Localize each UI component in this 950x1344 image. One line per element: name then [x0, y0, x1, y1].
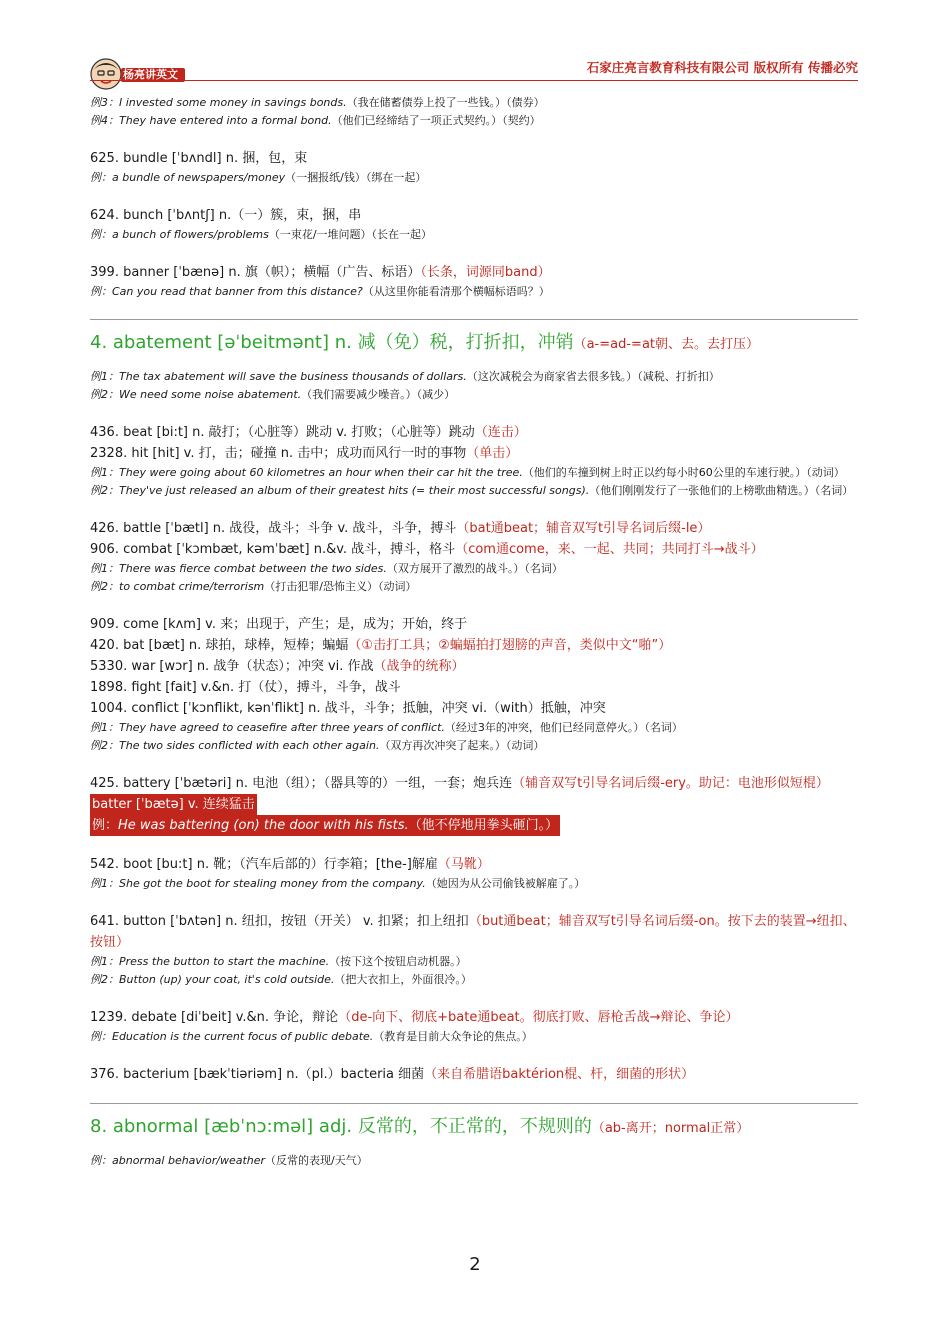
- word-entry: 542. boot [bu:t] n. 靴；（汽车后部的）行李箱；[the-]解雇（马靴）: [90, 857, 490, 872]
- etymology-note: （辅音双写t引导名词后缀-ery。助记：电池形似短棍）: [512, 776, 829, 791]
- highlighted-example: 例：He was battering (on) the door with his fists.（他不停地用拳头砸门。）: [90, 815, 858, 836]
- etymology-note: （com通come，来、一起、共同；共同打斗→战斗）: [455, 542, 764, 557]
- etymology-note: （de-向下、彻底+bate通beat。彻底打败、唇枪舌战→辩论、争论）: [338, 1010, 739, 1025]
- word-entry: 641. button [ˈbʌtən] n. 纽扣，按钮（开关） v. 扣紧；扣上纽扣（but通beat；辅音双写t引导名词后缀-on。按下去的装置→纽扣、按钮）: [90, 914, 856, 950]
- word-entry: 2328. hit [hit] v. 打，击；碰撞 n. 击中；成功而风行一时的事物（单击）: [90, 446, 519, 461]
- example-line: 例：Can you read that banner from this distance?（从这里你能看清那个横幅标语吗？）: [90, 285, 550, 298]
- example-line: 例2：to combat crime/terrorism（打击犯罪/恐怖主义）（动词）: [90, 580, 417, 593]
- word-entry: 5330. war [wɔr] n. 战争（状态）；冲突 vi. 作战（战争的统称）: [90, 659, 465, 674]
- word-entry: 1898. fight [fait] v.&n. 打（仗），搏斗，斗争，战斗: [90, 680, 401, 695]
- word-entry: 624. bunch [ˈbʌntʃ] n.（一）簇，束，捆，串: [90, 208, 362, 223]
- word-entry: 625. bundle [ˈbʌndl] n. 捆，包，束: [90, 151, 308, 166]
- etymology-note: （长条，词源同band）: [420, 265, 551, 280]
- page-number: 2: [469, 1254, 481, 1275]
- section-divider: [90, 1103, 858, 1104]
- word-entry: 376. bacterium [bækˈtiəriəm] n.（pl.）bacteria 细菌（来自希腊语baktérion棍、杆，细菌的形状）: [90, 1067, 695, 1082]
- main-entry-title: 8. abnormal [æbˈnɔ:məl] adj. 反常的，不正常的，不规则的（ab-离开；normal正常）: [90, 1116, 750, 1137]
- word-entry: 425. battery [ˈbætəri] n. 电池（组）；（器具等的）一组，一套；炮兵连（辅音双写t引导名词后缀-ery。助记：电池形似短棍）: [90, 776, 829, 791]
- etymology-note: （战争的统称）: [373, 659, 465, 674]
- word-entry: 426. battle [ˈbætl] n. 战役，战斗；斗争 v. 战斗，斗争，搏斗（bat通beat；辅音双写t引导名词后缀-le）: [90, 521, 711, 536]
- etymology-note: （连击）: [474, 425, 527, 440]
- logo-text: 杨亮讲英文: [123, 68, 178, 81]
- etymology-note: （单击）: [466, 446, 519, 461]
- highlighted-entry: batter [ˈbætə] v. 连续猛击: [90, 794, 858, 815]
- word-entry: 420. bat [bæt] n. 球拍，球棒，短棒；蝙蝠（①击打工具；②蝙蝠拍打翅膀的声音，类似中文“啪”）: [90, 638, 672, 653]
- word-entry: 436. beat [bi:t] n. 敲打；（心脏等）跳动 v. 打败；（心脏等）跳动（连击）: [90, 425, 527, 440]
- example-line: 例2：The two sides conflicted with each other again.（双方再次冲突了起来。）（动词）: [90, 739, 545, 752]
- example-line: 例：a bunch of flowers/problems（一束花/一堆问题）（长在一起）: [90, 228, 433, 241]
- section-divider: [90, 319, 858, 320]
- example-line: 例4：They have entered into a formal bond.（他们已经缔结了一项正式契约。）（契约）: [90, 114, 541, 127]
- example-line: 例1：They have agreed to ceasefire after three years of conflict.（经过3年的冲突，他们已经同意停火。）（名词）: [90, 721, 683, 734]
- example-line: 例：Education is the current focus of public debate.（教育是目前大众争论的焦点。）: [90, 1030, 533, 1043]
- example-line: 例1：There was fierce combat between the two sides.（双方展开了激烈的战斗。）（名词）: [90, 562, 563, 575]
- etymology-note: （马靴）: [437, 857, 490, 872]
- etymology-note: （a-=ad-=at朝、去。去打压）: [573, 337, 760, 352]
- logo: [90, 56, 190, 92]
- etymology-note: （but通beat；辅音双写t引导名词后缀-on。按下去的装置→纽扣、按钮）: [90, 914, 856, 950]
- main-entry-title: 4. abatement [əˈbeitmənt] n. 减（免）税，打折扣，冲销（a-=ad-=at朝、去。去打压）: [90, 332, 760, 353]
- example-line: 例1：She got the boot for stealing money from the company.（她因为从公司偷钱被解雇了。）: [90, 877, 586, 890]
- etymology-note: （bat通beat；辅音双写t引导名词后缀-le）: [456, 521, 711, 536]
- word-entry: 399. banner [ˈbænə] n. 旗（帜）；横幅（广告、标语）（长条，词源同band）: [90, 265, 551, 280]
- etymology-note: （来自希腊语baktérion棍、杆，细菌的形状）: [424, 1067, 695, 1082]
- word-entry: 909. come [kʌm] v. 来；出现于，产生；是，成为；开始，终于: [90, 617, 468, 632]
- example-line: 例2：Button (up) your coat, it's cold outside.（把大衣扣上，外面很冷。）: [90, 973, 472, 986]
- page-content: [90, 94, 858, 1170]
- example-line: 例：abnormal behavior/weather（反常的表现/天气）: [90, 1154, 368, 1167]
- example-line: 例1：They were going about 60 kilometres an hour when their car hit the tree.（他们的车撞到树上时正以约每小时60公里的车速行驶。）（动词）: [90, 466, 845, 479]
- header-rule: [90, 80, 858, 81]
- word-entry: 1004. conflict [ˈkɔnflikt, kənˈflikt] n. 战斗，斗争；抵触，冲突 vi.（with）抵触，冲突: [90, 701, 606, 716]
- word-entry: 1239. debate [diˈbeit] v.&n. 争论，辩论（de-向下、彻底+bate通beat。彻底打败、唇枪舌战→辩论、争论）: [90, 1010, 739, 1025]
- example-line: 例1：The tax abatement will save the business thousands of dollars.（这次减税会为商家省去很多钱。）（减税、打折扣）: [90, 370, 720, 383]
- etymology-note: （ab-离开；normal正常）: [591, 1121, 750, 1136]
- example-line: 例2：We need some noise abatement.（我们需要减少噪音。）（减少）: [90, 388, 456, 401]
- example-line: 例：a bundle of newspapers/money（一捆报纸/钱）（绑在一起）: [90, 171, 427, 184]
- etymology-note: （①击打工具；②蝙蝠拍打翅膀的声音，类似中文“啪”）: [348, 638, 672, 653]
- word-entry: 906. combat [ˈkɔmbæt, kəmˈbæt] n.&v. 战斗，搏斗，格斗（com通come，来、一起、共同；共同打斗→战斗）: [90, 542, 764, 557]
- example-line: 例3：I invested some money in savings bonds.（我在储蓄债券上投了一些钱。）（债券）: [90, 96, 545, 109]
- example-line: 例2：They've just released an album of their greatest hits (= their most successful songs).（他们刚刚发行了一张他们的上榜歌曲精选。）（名词）: [90, 484, 854, 497]
- copyright-notice: 石家庄亮言教育科技有限公司 版权所有 传播必究: [586, 60, 858, 75]
- example-line: 例1：Press the button to start the machine.（按下这个按钮启动机器。）: [90, 955, 467, 968]
